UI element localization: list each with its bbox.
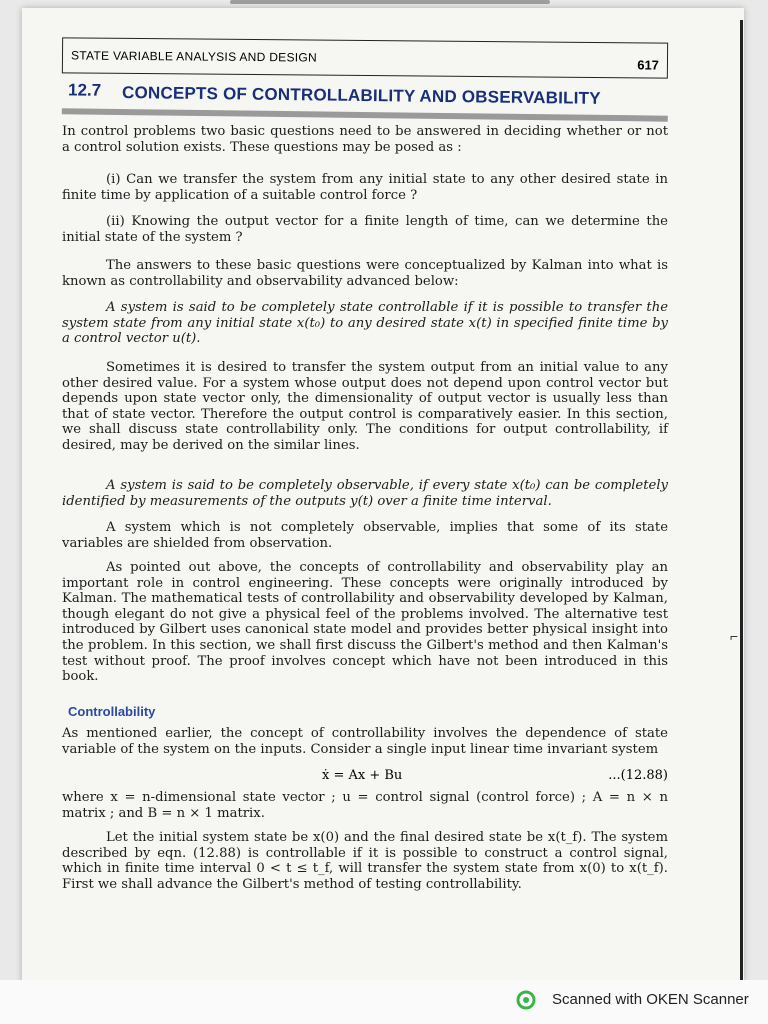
paragraph-kalman: The answers to these basic questions were conceptualized by Kalman into what is known as controllability and observability advanced below: <box>62 258 668 289</box>
paragraph-closing: Let the initial system state be x(0) and the final desired state be x(t_f). The system described by eqn. (12.88) is controllable if it is possible to construct a control signal, which in finite time interval 0 < t ≤ t_f, will transfer the system state from x(0) to x(t_f). First we shall advance the Gilbert's method of testing controllability. <box>62 830 668 892</box>
running-title: STATE VARIABLE ANALYSIS AND DESIGN <box>70 48 318 65</box>
state-equation: ẋ = Ax + Bu <box>322 768 403 783</box>
scanner-label: Scanned with OKEN Scanner <box>552 991 749 1008</box>
subheading-controllability: Controllability <box>68 704 156 719</box>
page-edge <box>740 20 743 980</box>
margin-mark: ⌐ <box>730 628 739 644</box>
oken-scanner-logo-icon <box>516 990 536 1010</box>
scan-smudge <box>230 0 550 4</box>
equation-12-88 <box>62 768 668 786</box>
section-number: 12.7 <box>67 80 102 100</box>
paragraph-not-observable: A system which is not completely observable, implies that some of its state variables are shielded from observation. <box>62 520 668 551</box>
definition-controllable: A system is said to be completely state controllable if it is possible to transfer the system state from any initial state x(t₀) to any desired state x(t) in specified finite time by a control vector u(t). <box>62 300 668 347</box>
paragraph-output-control: Sometimes it is desired to transfer the system output from an initial value to any other desired value. For a system whose output does not depend upon control vector but depends upon state vector only, the dimensionality of output vector is usually less than that of state vector. Therefore the output control is comparatively easier. In this section, we shall discuss state controllability only. The conditions for output controllability, if desired, may be derived on the similar lines. <box>62 360 668 453</box>
equation-number: ...(12.88) <box>608 768 668 783</box>
paragraph-question-2: (ii) Knowing the output vector for a finite length of time, can we determine the initial state of the system ? <box>62 214 668 245</box>
section-heading <box>62 76 668 121</box>
definition-observable: A system is said to be completely observable, if every state x(t₀) can be completely identified by measurements of the outputs y(t) over a finite time interval. <box>62 478 668 509</box>
running-header <box>62 37 668 78</box>
paragraph-intro: In control problems two basic questions need to be answered in deciding whether or not a control solution exists. These questions may be posed as : <box>62 124 668 155</box>
paragraph-where: where x = n-dimensional state vector ; u = control signal (control force) ; A = n × n matrix ; and B = n × 1 matrix. <box>62 790 668 821</box>
page-number: 617 <box>637 57 660 73</box>
paragraph-concepts: As pointed out above, the concepts of controllability and observability play an important role in control engineering. These concepts were originally introduced by Kalman. The mathematical tests of controllability and observability developed by Kalman, though elegant do not give a physical feel of the problems involved. The alternative test introduced by Gilbert uses canonical state model and provides better physical insight into the problem. In this section, we shall first discuss the Gilbert's method and then Kalman's test without proof. The proof involves concept which have not been introduced in this book. <box>62 560 668 685</box>
paragraph-controllability-intro: As mentioned earlier, the concept of controllability involves the dependence of state variable of the system on the inputs. Consider a single input linear time invariant system <box>62 726 668 757</box>
paragraph-question-1: (i) Can we transfer the system from any initial state to any other desired state in finite time by application of a suitable control force ? <box>62 172 668 203</box>
section-title: CONCEPTS OF CONTROLLABILITY AND OBSERVABILITY <box>121 83 601 108</box>
